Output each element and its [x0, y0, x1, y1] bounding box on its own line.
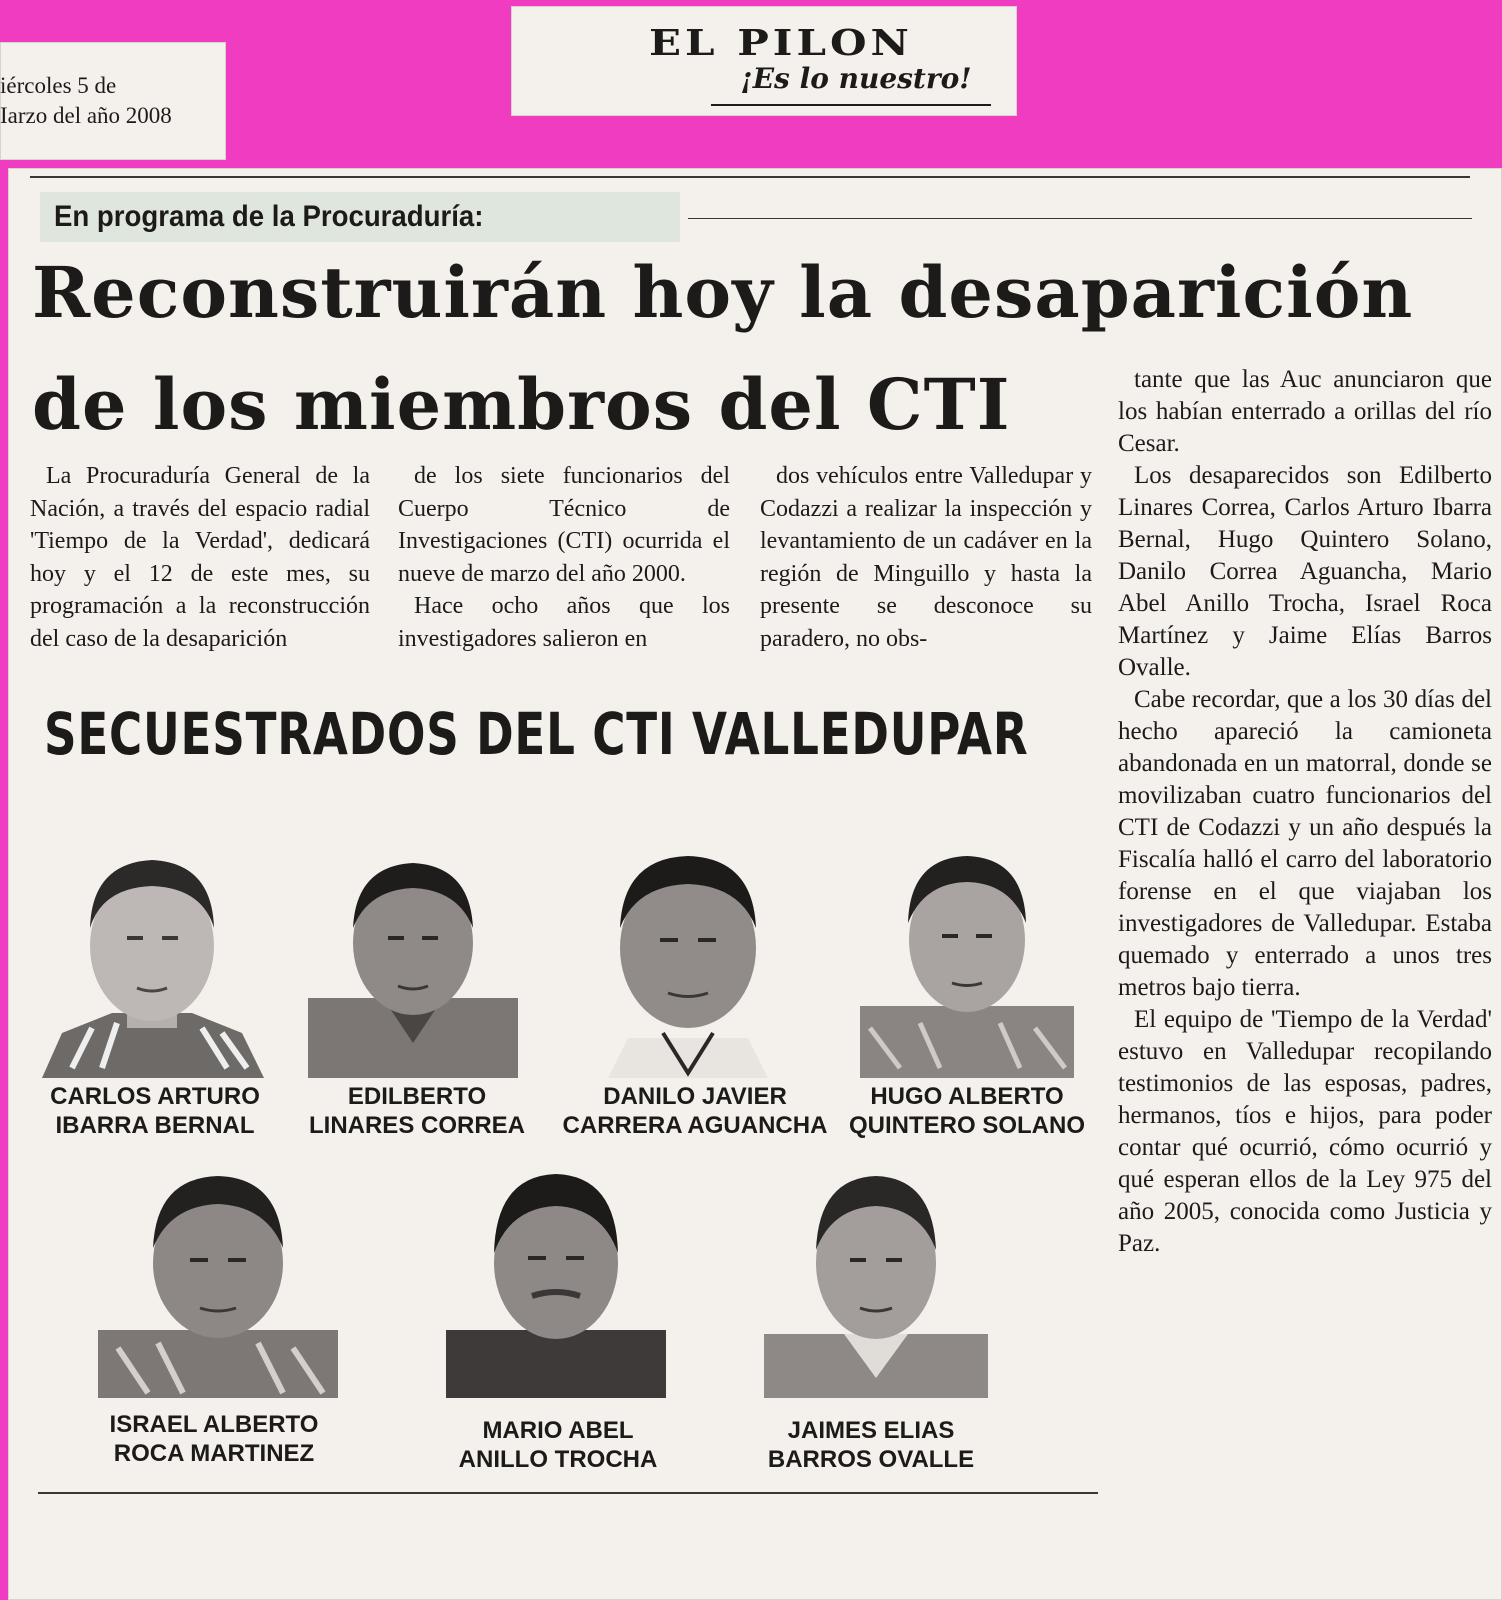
paragraph: dos vehículos entre Valledupar y Codazzi a realizar la inspección y levantamiento de un cadáver en la región de Minguillo y hasta la presente se desconoce su paradero, no obs- [760, 463, 1092, 652]
portrait-photo [308, 828, 518, 1078]
caption-line-1: MARIO ABEL [482, 1417, 634, 1444]
newspaper-title: EL PILON [649, 21, 913, 64]
portrait-photo [32, 828, 272, 1078]
headline-line-1: Reconstruirán hoy la desaparición [32, 251, 1414, 334]
person-caption [428, 1416, 688, 1474]
caption-line-1: DANILO JAVIER [603, 1083, 787, 1110]
headline-line-2: de los miembros del CTI [32, 363, 1011, 446]
caption-line-1: HUGO ALBERTO [870, 1083, 1064, 1110]
date-clipping [0, 42, 226, 160]
portrait-photo [764, 1158, 988, 1398]
text-column-4 [1118, 364, 1492, 1260]
caption-line-2: LINARES CORREA [308, 1112, 525, 1139]
person-caption [842, 1082, 1092, 1140]
portrait-photo [98, 1158, 338, 1398]
person-caption [84, 1410, 344, 1468]
paragraph: Los desaparecidos son Edilberto Linares Correa, Carlos Arturo Ibarra Bernal, Hugo Quintero Solano, Danilo Correa Aguancha, Mario Abel Anillo Trocha, Israel Roca Martínez y Jaime Elías Barros Ovalle. [1118, 462, 1492, 681]
caption-line-1: EDILBERTO [347, 1083, 487, 1110]
caption-line-2: ANILLO TROCHA [458, 1446, 658, 1473]
portrait-photo [568, 828, 808, 1078]
bottom-rule [38, 1492, 1098, 1494]
caption-line-2: ROCA MARTINEZ [113, 1440, 315, 1467]
photo-section-title: SECUESTRADOS DEL CTI VALLEDUPAR [44, 700, 1029, 768]
caption-line-2: BARROS OVALLE [767, 1446, 975, 1473]
date-line-2: Iarzo del año 2008 [0, 103, 172, 128]
paragraph: de los siete funcionarios del Cuerpo Técnico de Investigaciones (CTI) ocurrida el nueve de marzo del año 2000. [398, 463, 730, 587]
kicker-box [40, 192, 680, 242]
text-column-1 [30, 460, 370, 655]
paragraph: El equipo de 'Tiempo de la Verdad' estuvo en Valledupar recopilando testimonios de las esposas, padres, hermanos, tíos e hijos, para poder contar qué ocurrió, cómo ocurrió y qué esperan ellos de la Ley 975 del año 2005, conocida como Justicia y Paz. [1118, 1006, 1492, 1257]
article-clipping [8, 168, 1502, 1600]
kicker: En programa de la Procuraduría: [54, 200, 484, 233]
caption-line-1: CARLOS ARTURO [50, 1083, 260, 1110]
person-caption [550, 1082, 840, 1140]
top-rule [30, 176, 1470, 178]
portrait-photo [860, 828, 1074, 1078]
paragraph: La Procuraduría General de la Nación, a través del espacio radial 'Tiempo de la Verdad', dedicará hoy y el 12 de este mes, su programación a la reconstrucción del caso de la desaparición [30, 463, 370, 652]
caption-line-2: CARRERA AGUANCHA [562, 1112, 828, 1139]
kicker-rule [688, 218, 1472, 219]
paragraph: tante que las Auc anunciaron que los habían enterrado a orillas del río Cesar. [1118, 366, 1492, 457]
caption-line-2: IBARRA BERNAL [55, 1112, 255, 1139]
slogan-underline [711, 104, 991, 106]
caption-line-1: JAIMES ELIAS [787, 1417, 955, 1444]
date-line-1: iércoles 5 de [0, 73, 117, 98]
paragraph: Cabe recordar, que a los 30 días del hecho apareció la camioneta abandonada en un matorral, donde se movilizaban cuatro funcionarios del CTI de Codazzi y un año después la Fiscalía halló el carro del laboratorio forense en el que viajaban los investigadores de Valledupar. Estaba quemado y enterrado a unos tres metros bajo tierra. [1118, 686, 1492, 1001]
caption-line-1: ISRAEL ALBERTO [109, 1411, 319, 1438]
masthead-clipping [511, 6, 1017, 116]
text-column-2 [398, 460, 730, 655]
newspaper-slogan: ¡Es lo nuestro! [740, 62, 972, 95]
caption-line-2: QUINTERO SOLANO [848, 1112, 1085, 1139]
person-caption [30, 1082, 280, 1140]
portrait-photo [446, 1158, 666, 1398]
paragraph: Hace ocho años que los investigadores salieron en [398, 593, 730, 652]
person-caption [736, 1416, 1006, 1474]
text-column-3 [760, 460, 1092, 655]
person-caption [286, 1082, 548, 1140]
